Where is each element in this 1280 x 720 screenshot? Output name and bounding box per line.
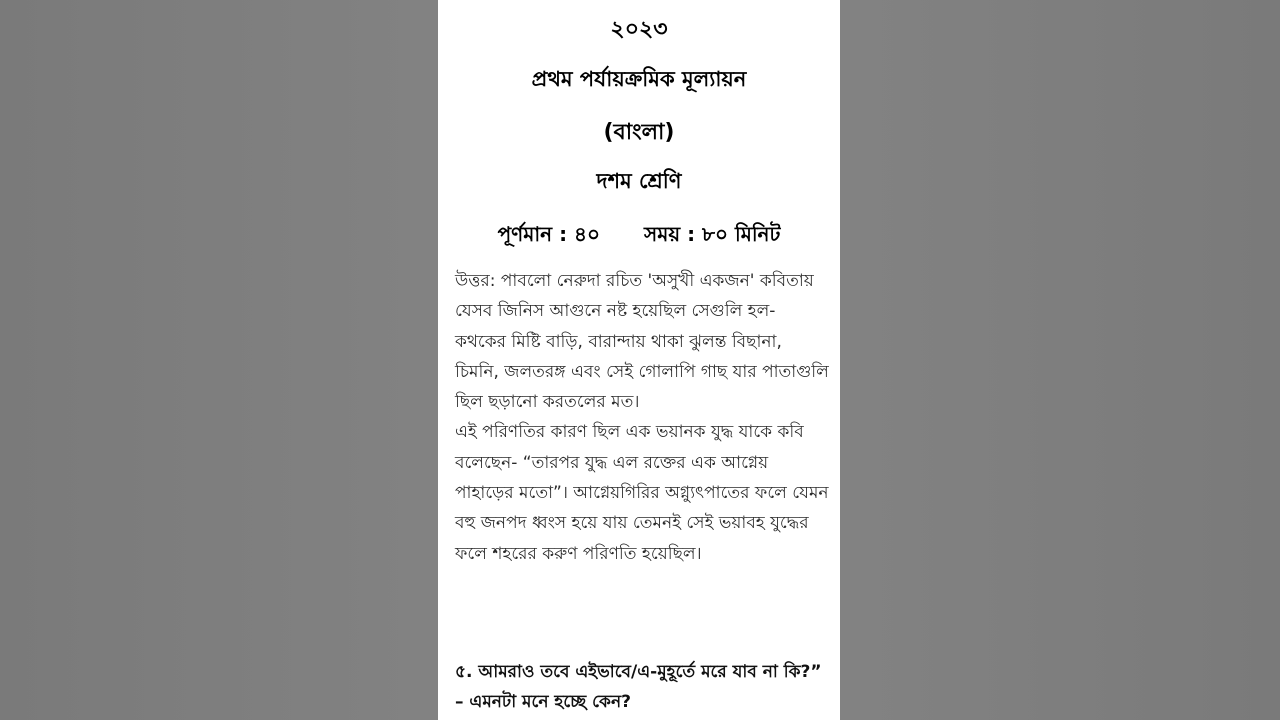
question-text: ৫. আমরাও তবে এইভাবে/এ-মুহূর্তে মরে যাব না কি?” – এমনটা মনে হচ্ছে কেন? xyxy=(455,662,822,712)
exam-year: ২০২৩ xyxy=(610,17,668,42)
full-marks: পূর্ণমান : ৪০ xyxy=(497,222,601,246)
answer-paragraph: উত্তর: পাবলো নেরুদা রচিত 'অসুখী একজন' কবিতায় যেসব জিনিস আগুনে নষ্ট হয়েছিল সেগুলি হল- কথকের মিষ্টি বাড়ি, বারান্দায় থাকা ঝুলন্ত বিছানা, চিমনি, জলতরঙ্গ এবং সেই গোলাপি গাছ যার পাতাগুলি ছিল ছড়ানো করতলের মত। xyxy=(455,271,829,413)
document-page xyxy=(438,0,840,720)
marks-time-row xyxy=(438,220,840,253)
subject-name: (বাংলা) xyxy=(603,120,675,145)
exam-title: প্রথম পর্যায়ক্রমিক মূল্যায়ন xyxy=(531,67,747,91)
answer-paragraph: এই পরিণতির কারণ ছিল এক ভয়ানক যুদ্ধ যাকে কবি বলেছেন- “তারপর যুদ্ধ এল রক্তের এক আগ্নেয় পাহাড়ের মতো”। আগ্নেয়গিরির অগ্ন্যুৎপাতের ফলে যেমন বহু জনপদ ধ্বংস হয়ে যায় তেমনই সেই ভয়াবহ যুদ্ধের ফলে শহরের করুণ পরিণতি হয়েছিল। xyxy=(455,422,829,564)
exam-time: সময় : ৮০ মিনিট xyxy=(644,222,781,246)
class-name: দশম শ্রেণি xyxy=(596,169,682,193)
answer-block xyxy=(455,266,831,569)
